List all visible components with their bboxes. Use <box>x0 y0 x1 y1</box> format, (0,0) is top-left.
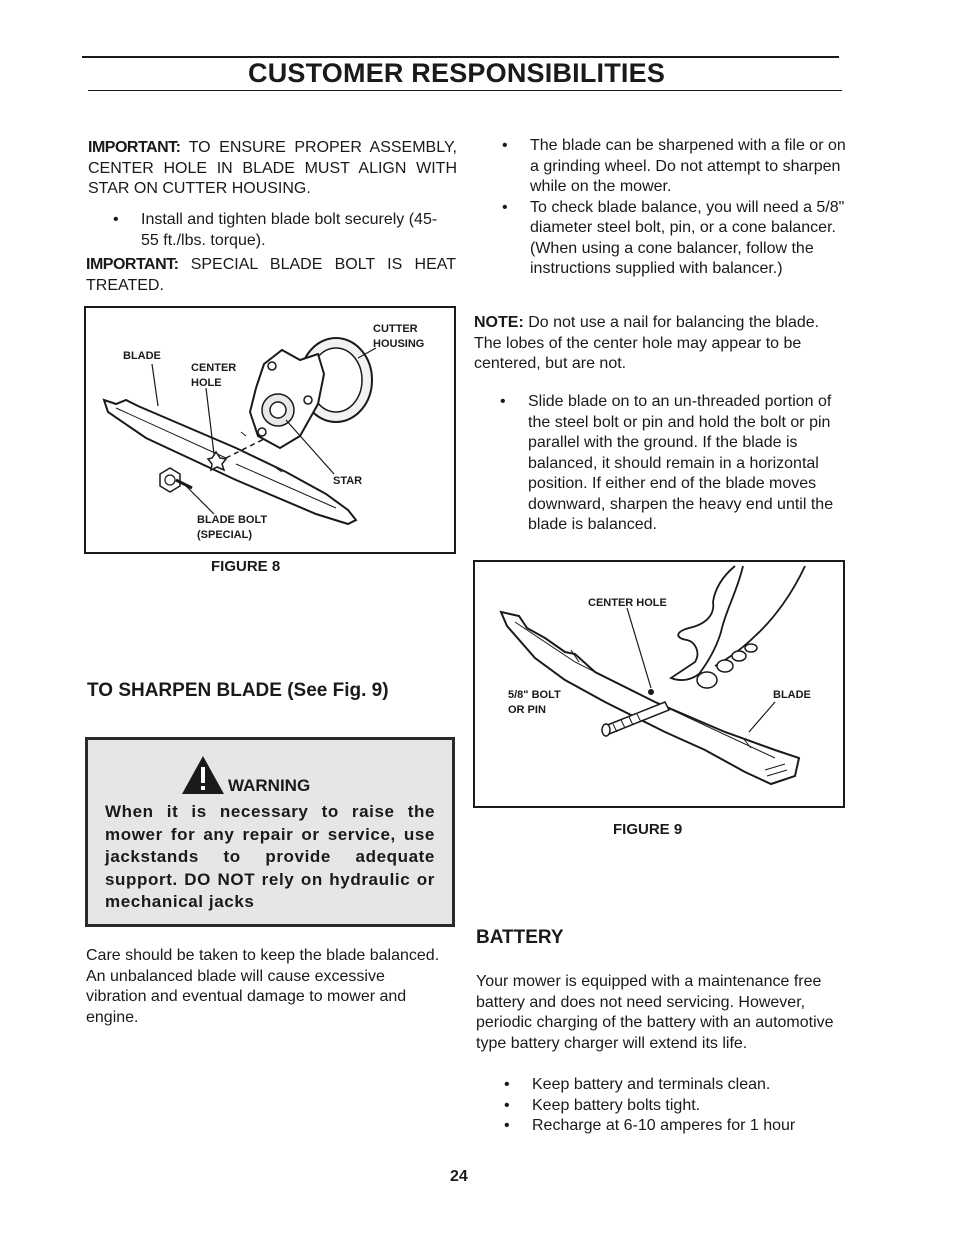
warning-box <box>85 737 455 927</box>
cutter-housing <box>250 338 372 448</box>
list-item: • Install and tighten blade bolt securely (45-55 ft./lbs. torque). <box>113 210 453 251</box>
sharpening-bullet-list <box>502 136 847 280</box>
list-item: • The blade can be sharpened with a file or on a grinding wheel. Do not attempt to sharpen while on the mower. <box>502 136 847 198</box>
battery-paragraph: Your mower is equipped with a maintenance free battery and does not need servicing. However, periodic charging of the battery with an automotive type battery charger will extend its life. <box>476 973 834 1052</box>
note-paragraph <box>474 313 846 375</box>
label-or-pin: OR PIN <box>508 704 546 716</box>
figure-9 <box>473 560 845 808</box>
figure-8 <box>84 306 456 554</box>
note-text: Do not use a nail for balancing the blade. The lobes of the center hole may appear to be centered, but are not. <box>474 314 820 372</box>
important-assembly-text: TO ENSURE PROPER ASSEMBLY, CENTER HOLE IN BLADE MUST ALIGN WITH STAR ON CUTTER HOUSING. <box>88 139 457 197</box>
care-paragraph: Care should be taken to keep the blade balanced. An unbalanced blade will cause excessive vibration and eventual damage to mower and engine. <box>86 947 440 1026</box>
battery-heading: BATTERY <box>476 927 564 948</box>
figure-8-caption: FIGURE 8 <box>211 558 281 575</box>
list-item: • Recharge at 6-10 amperes for 1 hour <box>504 1116 849 1137</box>
balance-bullet-list <box>500 392 845 536</box>
label-cutter: CUTTER <box>373 323 418 335</box>
label-center-hole: CENTER HOLE <box>588 597 667 609</box>
label-blade: BLADE <box>773 689 811 701</box>
list-item: • To check blade balance, you will need a 5/8" diameter steel bolt, pin, or a cone balancer. (When using a cone balancer, follow the instructions supplied with balancer.) <box>502 198 847 280</box>
label-housing: HOUSING <box>373 338 425 350</box>
list-item: • Keep battery bolts tight. <box>504 1096 849 1117</box>
important-bolt-note <box>86 255 456 296</box>
header-rule-bottom <box>88 90 842 91</box>
label-star: STAR <box>333 475 363 487</box>
figure-9-caption: FIGURE 9 <box>613 821 683 838</box>
label-special: (SPECIAL) <box>197 529 252 541</box>
note-label: NOTE: <box>474 314 524 331</box>
important-bolt-text: SPECIAL BLADE BOLT IS HEAT TREATED. <box>86 256 456 294</box>
label-blade-bolt: BLADE BOLT <box>197 514 268 526</box>
install-bullet-list <box>113 210 453 251</box>
page-number: 24 <box>450 1168 468 1185</box>
battery-bullet-list <box>504 1075 849 1137</box>
label-center: CENTER <box>191 362 237 374</box>
label-blade: BLADE <box>123 350 161 362</box>
list-item: • Keep battery and terminals clean. <box>504 1075 849 1096</box>
important-label: IMPORTANT: <box>86 256 179 273</box>
important-label: IMPORTANT: <box>88 139 181 156</box>
warning-triangle-icon <box>180 754 226 796</box>
blade-shape <box>104 400 356 524</box>
sharpen-blade-heading: TO SHARPEN BLADE (See Fig. 9) <box>87 680 389 701</box>
blade-bolt <box>160 468 192 492</box>
important-assembly-note <box>88 138 457 200</box>
warning-title: WARNING <box>228 776 311 795</box>
label-bolt: 5/8" BOLT <box>508 689 561 701</box>
hand-illustration <box>671 566 805 688</box>
list-item: • Slide blade on to an un-threaded portion of the steel bolt or pin and hold the bolt or pin parallel with the ground. If the blade is balanced, it should remain in a horizontal position. If either end of the blade moves downward, sharpen the heavy end until the blade is balanced. <box>500 392 845 536</box>
page-title: CUSTOMER RESPONSIBILITIES <box>248 58 666 88</box>
label-hole: HOLE <box>191 377 222 389</box>
warning-text: When it is necessary to raise the mower for any repair or service, use jackstands to provide adequate support. DO NOT rely on hydraulic or mechanical jacks <box>105 802 435 911</box>
